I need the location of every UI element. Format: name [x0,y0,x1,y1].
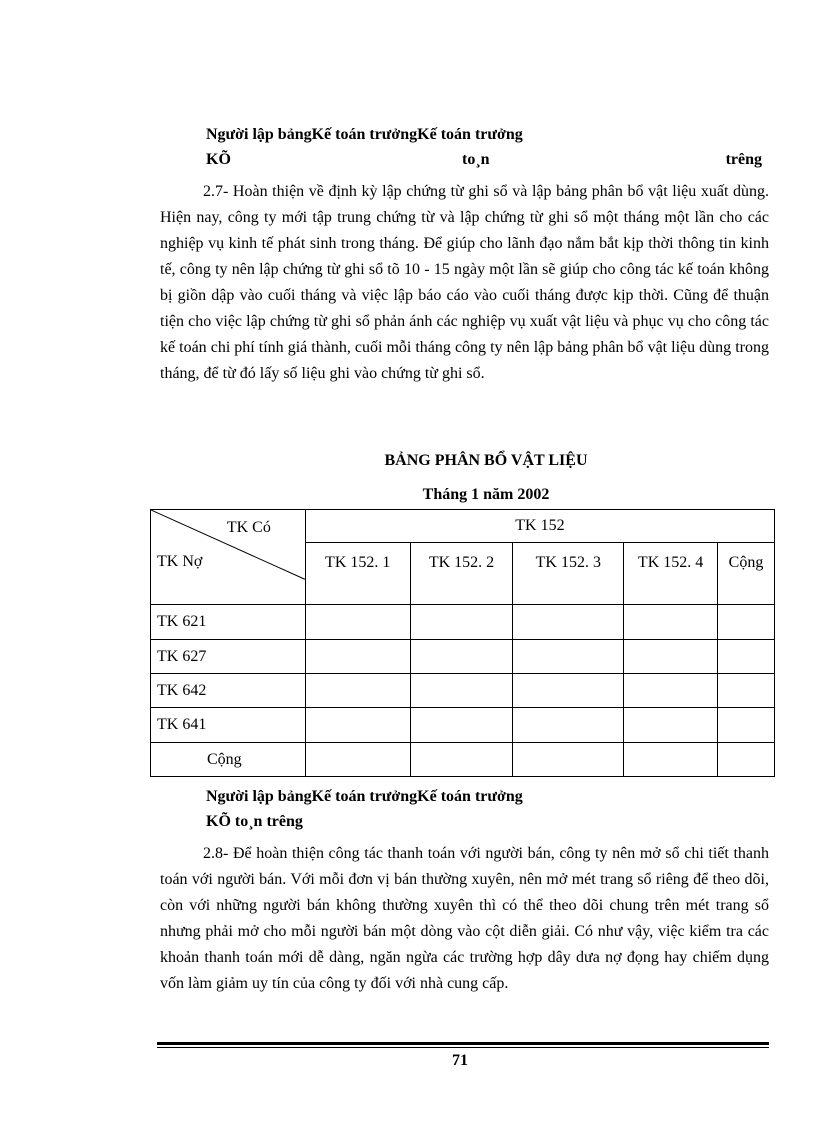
table-row-total [151,743,775,777]
table-row [151,708,775,743]
table-cell [513,674,624,708]
table-row [151,605,775,640]
paragraph-2-7-text: 2.7- Hoàn thiện về định kỳ lập chứng từ ghi sổ và lập bảng phân bổ vật liệu xuất dùng. Hiện nay, công ty mới tập trung chứng từ và lập chứng từ ghi sổ một tháng một lần cho các nghiệp vụ kinh tế phát sinh trong tháng. Để giúp cho lãnh đạo nắm bắt kịp thời thông tin kinh tế, công ty nên lập chứng từ ghi sổ tõ 10 - 15 ngày một lần sẽ giúp cho công tác kế toán không bị giồn dập vào cuối tháng và việc lập báo cáo vào cuối tháng được kịp thời. Cũng để thuận tiện cho việc lập chứng từ ghi sổ phản ánh các nghiệp vụ xuất vật liệu và phục vụ cho công tác kế toán chi phí tính giá thành, cuối mỗi tháng công ty nên lập bảng phân bổ vật liệu dùng trong tháng, để từ đó lấy số liệu ghi vào chứng từ ghi sổ. [160,183,769,382]
paragraph-2-7 [160,179,769,387]
table-cell [410,743,513,777]
allocation-table [150,509,775,777]
table-cell [624,743,718,777]
signature-word-3: trêng [725,151,762,168]
table-corner-cell [151,510,306,605]
row-label: TK 642 [151,674,306,708]
table-subtitle: Tháng 1 năm 2002 [422,486,550,503]
footer-rule-thin [157,1047,769,1048]
column-header-total: Cộng [718,543,775,605]
paragraph-2-8-text: 2.8- Để hoàn thiện công tác thanh toán với người bán, công ty nên mở sổ chi tiết thanh toán với người bán. Với mỗi đơn vị bán thường xuyên, nên mở mét trang sổ riêng để theo dõi, còn với những người bán không thường xuyên thì có thể theo dõi chung trên mét trang sổ nhưng phải mở cho mỗi người bán một dòng vào cột diễn giải. Có như vậy, việc kiểm tra các khoản thanh toán mới dễ dàng, ngăn ngừa các trường hợp dây dưa nợ đọng hay chiếm dụng vốn làm giảm uy tín của công ty đối với nhà cung cấp. [160,845,769,992]
corner-label-debit: TK Nợ [157,553,203,570]
table-row [151,674,775,708]
corner-label-credit: TK Có [226,519,271,536]
table-cell [624,605,718,640]
row-label-total: Cộng [151,743,306,777]
column-header: TK 152. 2 [410,543,513,605]
page-number: 71 [452,1052,468,1069]
paragraph-2-8 [160,841,769,997]
group-header-tk152: TK 152 [305,510,774,543]
signature-line-bottom: Người lập bảngKế toán trưởngKế toán trưởng [206,788,523,805]
table-cell [305,605,410,640]
signature-word-2: to¸n [462,151,490,168]
column-header: TK 152. 4 [624,543,718,605]
table-cell [718,743,775,777]
row-label: TK 621 [151,605,306,640]
row-label: TK 627 [151,640,306,674]
signature-line-bottom-2: KÕ to¸n trêng [206,813,303,830]
table-cell [410,605,513,640]
column-header: TK 152. 3 [513,543,624,605]
column-header: TK 152. 1 [305,543,410,605]
table-cell [513,743,624,777]
table-cell [718,674,775,708]
table-cell [410,640,513,674]
table-cell [513,640,624,674]
footer-rule-thick [157,1042,769,1045]
table-cell [513,605,624,640]
table-cell [718,708,775,743]
table-cell [305,743,410,777]
table-cell [305,708,410,743]
table-cell [305,640,410,674]
table-cell [624,674,718,708]
row-label: TK 641 [151,708,306,743]
table-cell [718,640,775,674]
table-cell [513,708,624,743]
table-cell [718,605,775,640]
table-cell [410,674,513,708]
table-title: BẢNG PHÂN BỔ VẬT LIỆU [384,452,588,469]
table-cell [305,674,410,708]
table-cell [410,708,513,743]
signature-word-1: KÕ [206,151,231,168]
table-row [151,640,775,674]
table-cell [624,640,718,674]
table-cell [624,708,718,743]
signature-line-top: Người lập bảngKế toán trưởngKế toán trưởng [206,126,523,143]
